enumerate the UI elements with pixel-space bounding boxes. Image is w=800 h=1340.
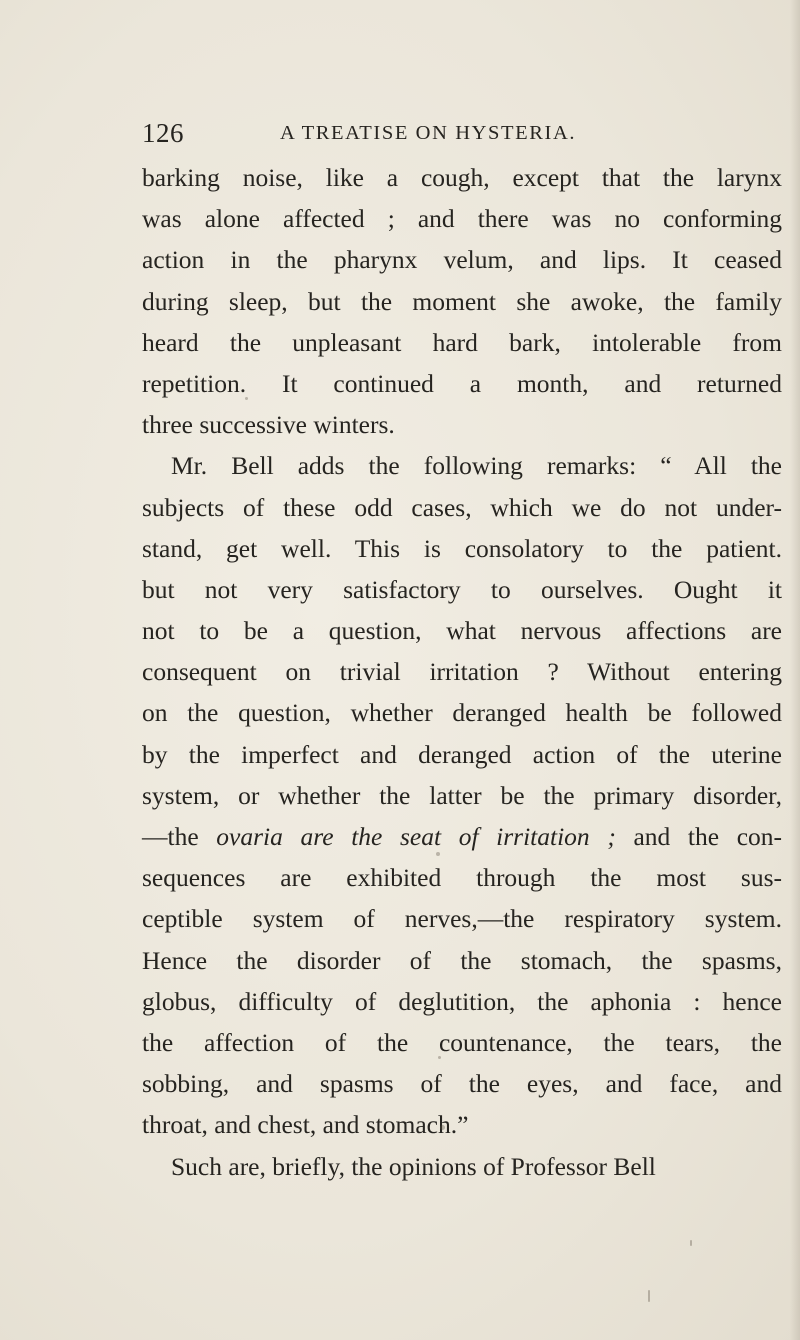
running-title: A TREATISE ON HYSTERIA. — [280, 122, 577, 144]
paper-speck — [436, 852, 440, 856]
text-line: sobbing, and spasms of the eyes, and face, and — [142, 1069, 782, 1099]
text-line: Mr. Bell adds the following remarks: “ All the — [171, 451, 782, 481]
text-line: heard the unpleasant hard bark, intolerable from — [142, 327, 782, 357]
text-line: not to be a question, what nervous affections are — [142, 616, 782, 646]
text-line: by the imperfect and deranged action of the uterine — [142, 739, 782, 769]
text-line: action in the pharynx velum, and lips. It ceased — [142, 245, 782, 275]
text-line: the affection of the countenance, the tears, the — [142, 1027, 782, 1057]
text-line: globus, difficulty of deglutition, the aphonia : hence — [142, 986, 782, 1016]
paper-speck — [690, 1240, 692, 1246]
italic-phrase: ovaria are the seat of irritation ; — [216, 822, 616, 851]
text-line: sequences are exhibited through the most sus- — [142, 863, 782, 893]
body-text — [142, 157, 782, 1187]
text-line: repetition. It continued a month, and returned — [142, 368, 782, 398]
text-segment: and the con- — [615, 822, 783, 851]
text-line: ceptible system of nerves,—the respiratory system. — [142, 904, 782, 934]
text-line: was alone affected ; and there was no conforming — [142, 204, 782, 234]
text-line: Hence the disorder of the stomach, the spasms, — [142, 945, 782, 975]
text-line: on the question, whether deranged health be followed — [142, 698, 782, 728]
text-line: three successive winters. — [142, 410, 395, 440]
text-segment: —the — [142, 822, 217, 851]
text-line: Such are, briefly, the opinions of Professor Bell — [171, 1151, 656, 1181]
running-head — [142, 118, 782, 150]
paper-speck — [438, 1056, 441, 1059]
text-line: consequent on trivial irritation ? Without entering — [142, 657, 782, 687]
text-line: during sleep, but the moment she awoke, the family — [142, 286, 782, 316]
text-line: throat, and chest, and stomach.” — [142, 1110, 469, 1140]
paper-speck — [440, 1125, 445, 1130]
text-line: stand, get well. This is consolatory to the patient. — [142, 533, 782, 563]
text-line: subjects of these odd cases, which we do not under- — [142, 492, 782, 522]
page-edge-shadow — [790, 0, 800, 1340]
paper-speck — [245, 397, 248, 400]
text-line: system, or whether the latter be the primary disorder, — [142, 780, 782, 810]
paper-speck — [648, 1290, 650, 1302]
page-number: 126 — [142, 118, 184, 148]
text-line: barking noise, like a cough, except that the larynx — [142, 163, 782, 192]
text-line-italic-passage — [142, 816, 782, 857]
text-line: but not very satisfactory to ourselves. Ought it — [142, 574, 782, 604]
